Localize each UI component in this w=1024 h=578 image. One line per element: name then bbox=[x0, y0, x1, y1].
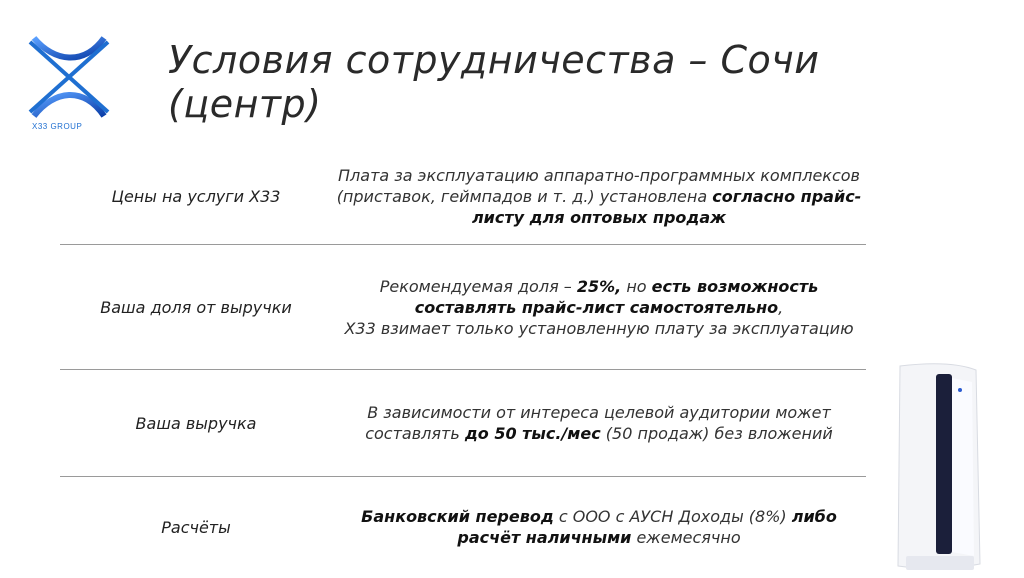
game-console-image bbox=[880, 360, 990, 574]
page-title: Условия сотрудничества – Сочи (центр) bbox=[168, 38, 820, 126]
row-label: Ваша доля от выручки bbox=[100, 297, 292, 317]
row-bold-text: до 50 тыс./мес bbox=[464, 424, 601, 443]
x33-logo bbox=[24, 32, 114, 136]
row-value bbox=[332, 165, 866, 228]
row-value bbox=[332, 506, 866, 548]
row-text: ежемесячно bbox=[631, 528, 741, 547]
row-bold-text: есть возможность составлять прайс-лист самостоятельно bbox=[414, 276, 819, 317]
row-label: Цены на услуги X33 bbox=[111, 186, 281, 206]
row-text: с ООО с АУСН Доходы (8%) bbox=[553, 507, 792, 526]
row-text: , bbox=[778, 297, 784, 317]
row-bold-text: Банковский перевод bbox=[361, 507, 554, 526]
row-text: X33 взимает только установленную плату за эксплуатацию bbox=[344, 318, 854, 338]
row-text: В зависимости от интереса целевой аудитории может составлять bbox=[365, 403, 831, 443]
row-bold-text: 25%, bbox=[576, 276, 622, 296]
table-row bbox=[60, 245, 866, 370]
table-row bbox=[60, 148, 866, 245]
row-text: Плата за эксплуатацию аппаратно-программных комплексов (приставок, геймпадов и т. д.) установлена bbox=[336, 165, 860, 206]
table-row bbox=[60, 477, 866, 577]
row-text: но bbox=[621, 276, 652, 296]
table-row bbox=[60, 370, 866, 477]
row-text: (50 продаж) без вложений bbox=[600, 424, 833, 443]
x-logo-icon bbox=[24, 32, 114, 122]
conditions-table bbox=[60, 148, 866, 577]
row-bold-text: согласно прайс-листу для оптовых продаж bbox=[471, 186, 862, 227]
row-text: Рекомендуемая доля – bbox=[379, 276, 577, 296]
row-label: Расчёты bbox=[161, 517, 231, 537]
row-value bbox=[332, 276, 866, 339]
row-bold-text: либо расчёт наличными bbox=[457, 507, 837, 547]
logo-text: X33 GROUP bbox=[32, 122, 83, 131]
row-label: Ваша выручка bbox=[135, 413, 257, 433]
row-value bbox=[332, 402, 866, 444]
console-icon bbox=[880, 360, 990, 574]
